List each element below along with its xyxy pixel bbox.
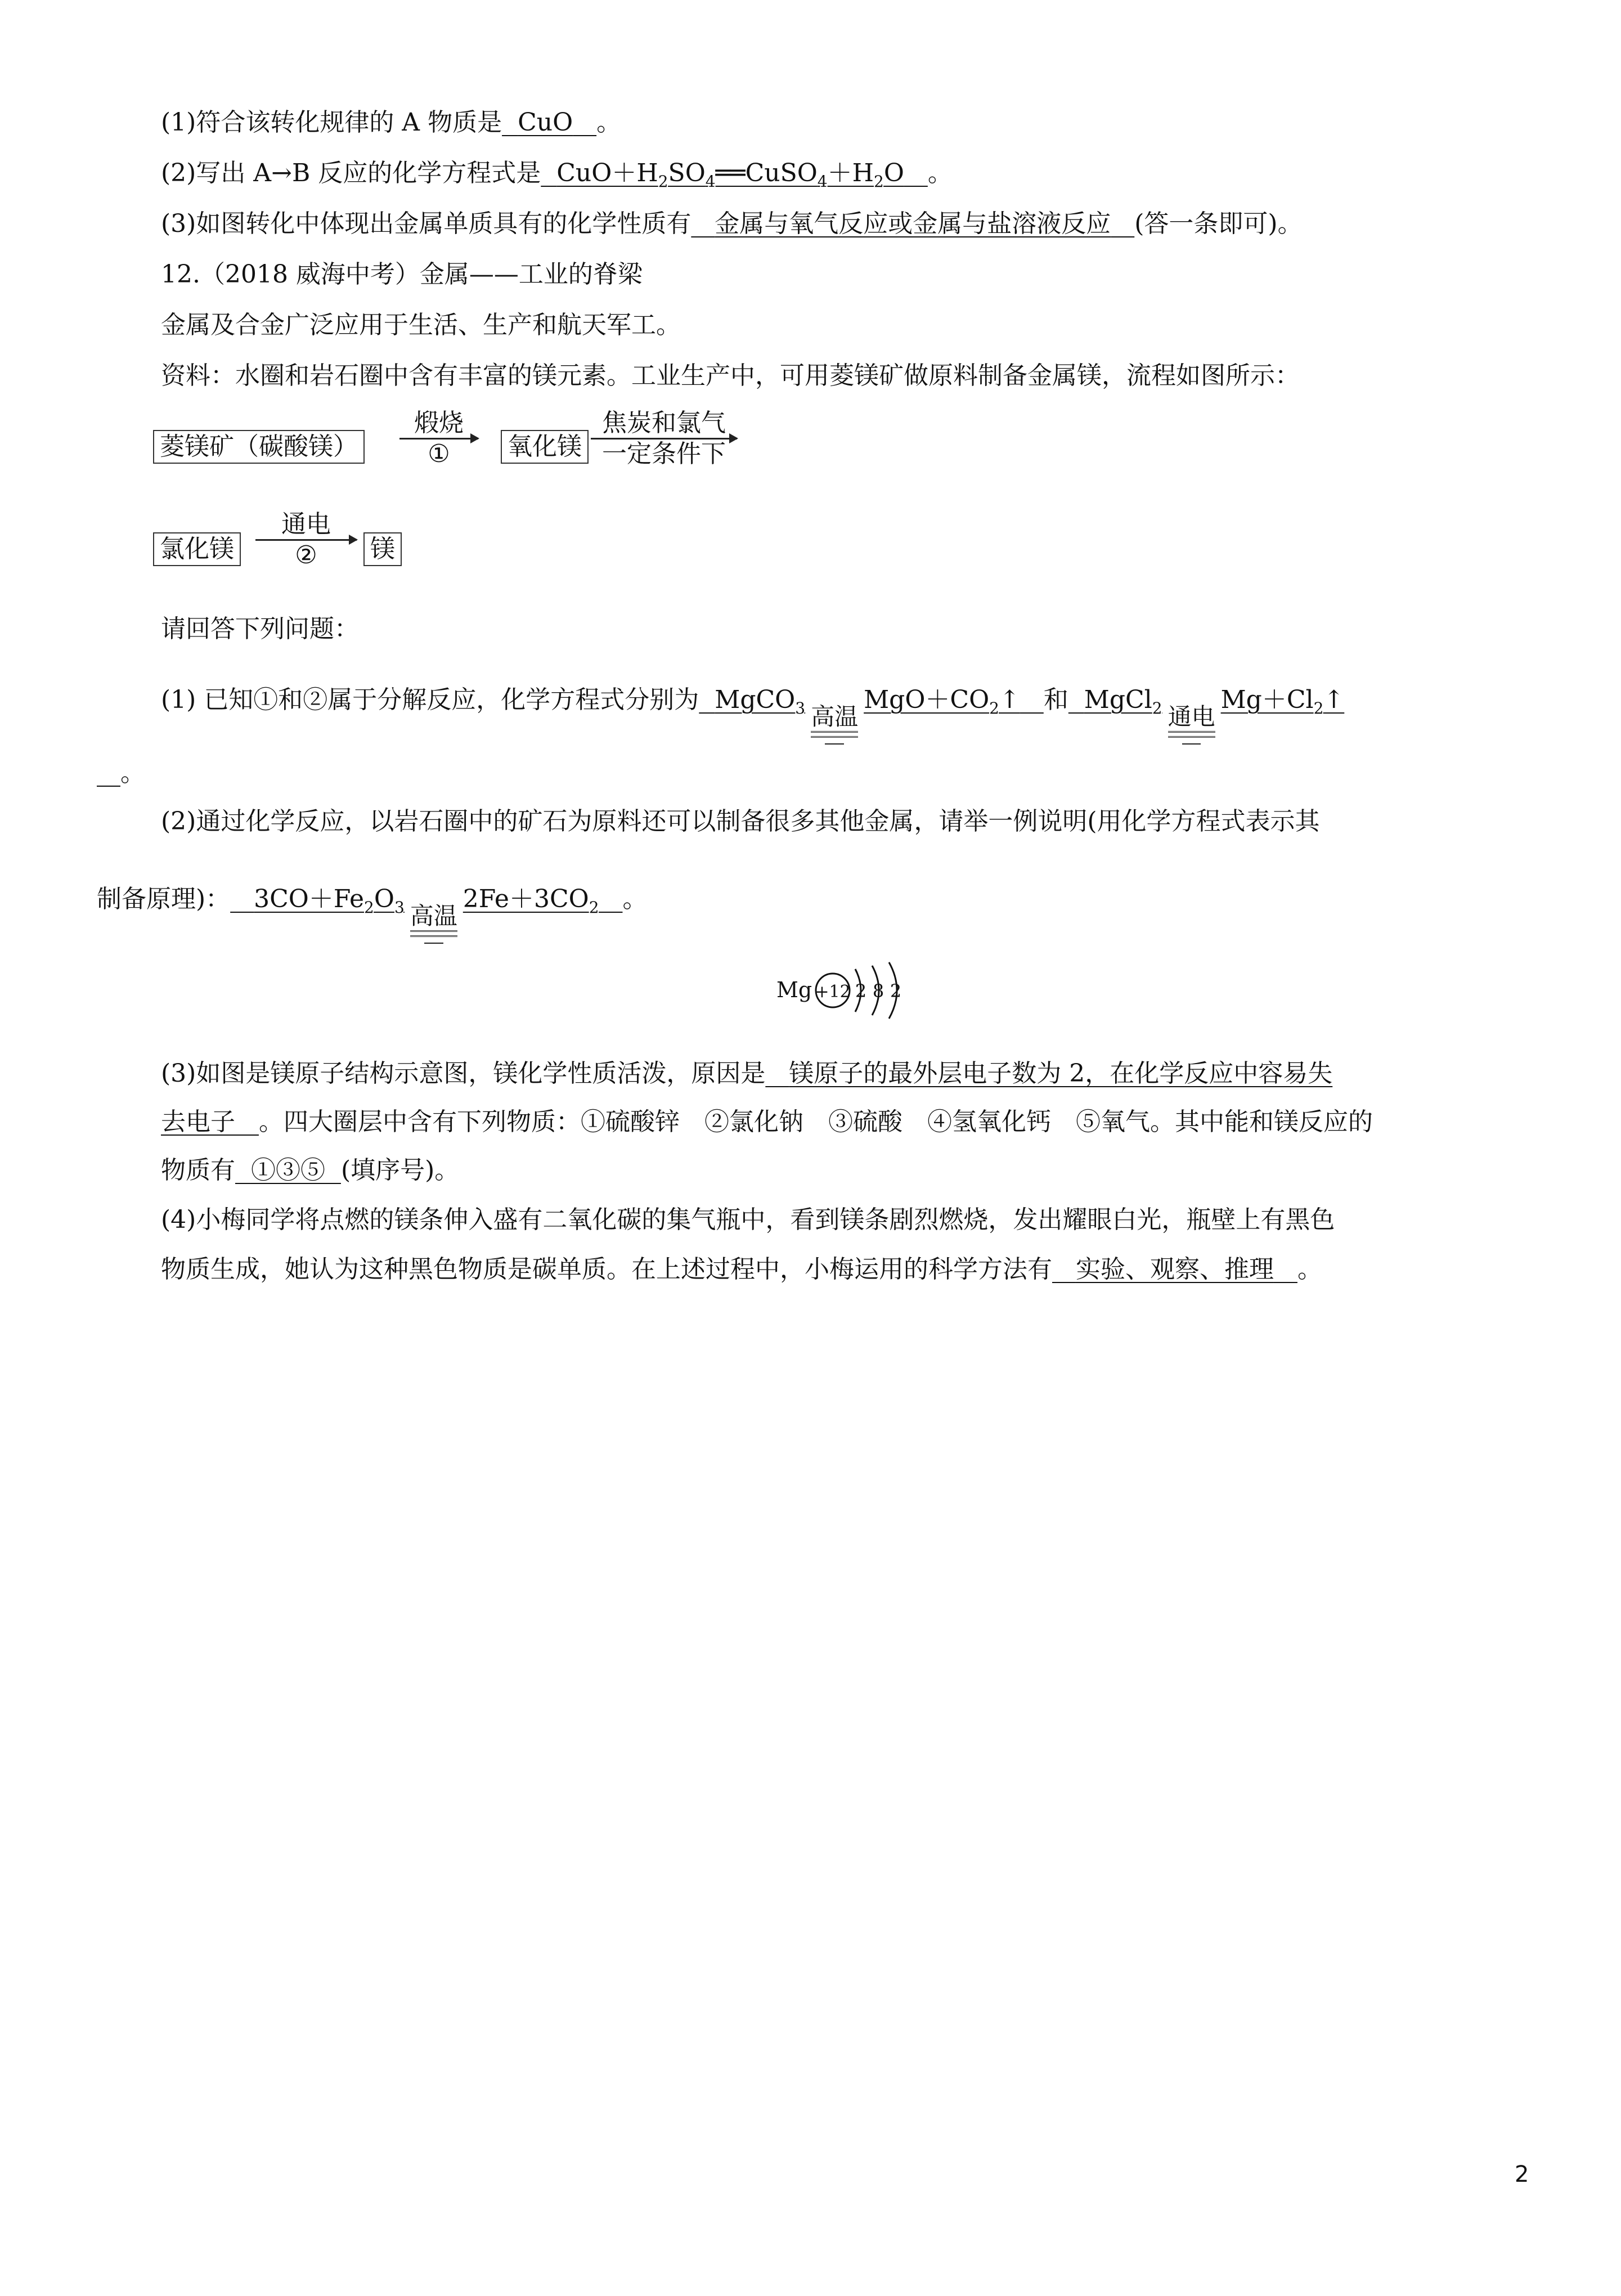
flow1-arrow2-top: 焦炭和氯气 bbox=[602, 409, 726, 437]
arrow-icon bbox=[399, 438, 478, 440]
q12-p4-answer: 实验、观察、推理 bbox=[1075, 1255, 1274, 1284]
q11-line-1 bbox=[161, 110, 621, 135]
q12-p4-line1: (4)小梅同学将点燃的镁条伸入盛有二氧化碳的集气瓶中，看到镁条剧烈燃烧，发出耀眼白光，瓶壁上有黑色 bbox=[161, 1205, 1335, 1234]
q11-p1-answer: CuO bbox=[518, 108, 573, 137]
q11-p2-answer: $CuO+H_2SO_4══CuSO_4+H_2O$ bbox=[556, 159, 904, 191]
flow2-arrow-top: 通电 bbox=[281, 510, 331, 539]
flow1-box-magnesite: 菱镁矿（碳酸镁） bbox=[153, 430, 365, 464]
flow2-arrow-bot: ② bbox=[295, 541, 317, 569]
flow1-arrow-calcine bbox=[399, 411, 478, 467]
eq-condition: 高温 bbox=[811, 705, 858, 745]
q12-p1-eq1: MgCO$_3$ 高温 $MgO+CO_2↑$ bbox=[699, 685, 1044, 714]
q11-p3-text: (3)如图转化中体现出金属单质具有的化学性质有 bbox=[161, 209, 691, 238]
q12-p1-eq2: MgCl$_2$ 通电 $Mg+Cl_2↑$ bbox=[1068, 685, 1344, 714]
arrow-icon bbox=[255, 539, 357, 541]
q12-p1-and: 和 bbox=[1043, 685, 1068, 714]
q12-p2-line2: 制备原理)： $3CO+Fe_2O_3$ 高温 $2Fe+3CO_2$ 。 bbox=[97, 887, 647, 944]
page-number: 2 bbox=[1515, 2162, 1529, 2187]
shell-2-electrons: 8 bbox=[872, 980, 884, 1002]
q11-line-3 bbox=[161, 209, 1303, 238]
q12-p3-line1: (3)如图是镁原子结构示意图，镁化学性质活泼，原因是 镁原子的最外层电子数为 2，在化学反应中容易失 bbox=[161, 1059, 1333, 1088]
q12-p2-line1: (2)通过化学反应，以岩石圈中的矿石为原料还可以制备很多其他金属，请举一例说明(用化学方程式表示其 bbox=[161, 807, 1320, 836]
q12-p3-answer3: ①③⑤ bbox=[250, 1156, 325, 1185]
q12-prompt: 请回答下列问题： bbox=[161, 615, 359, 643]
flow1-arrow1-top: 煅烧 bbox=[414, 409, 464, 437]
eq-condition: 通电 bbox=[1168, 705, 1215, 745]
mg-atom-diagram bbox=[776, 957, 911, 1024]
flow1-arrow1-bot: ① bbox=[428, 440, 450, 468]
q11-p1-text: (1)符合该转化规律的 A 物质是 bbox=[161, 108, 502, 137]
flow1-arrow-chlorinate bbox=[591, 411, 737, 467]
punct: (答一条即可)。 bbox=[1134, 209, 1303, 238]
q12-p1-line bbox=[161, 685, 1345, 745]
q12-p4-line2: 物质生成，她认为这种黑色物质是碳单质。在上述过程中，小梅运用的科学方法有 实验、观察、推理 。 bbox=[161, 1255, 1322, 1284]
atom-symbol: Mg bbox=[776, 977, 812, 1002]
q12-heading: 12.（2018 威海中考）金属——工业的脊梁 bbox=[161, 260, 643, 289]
q12-p1-text: (1) 已知①和②属于分解反应，化学方程式分别为 bbox=[161, 685, 699, 714]
atom-structure-svg bbox=[776, 957, 911, 1024]
q12-p3-answer2: 去电子 bbox=[161, 1107, 235, 1136]
shell-1-electrons: 2 bbox=[855, 980, 867, 1002]
flow1-arrow2-bot: 一定条件下 bbox=[602, 440, 726, 468]
flow2-arrow-electrolysis bbox=[255, 512, 357, 568]
punct: 。 bbox=[927, 159, 953, 187]
q12-p3-answer1: 镁原子的最外层电子数为 2，在化学反应中容易失 bbox=[789, 1059, 1333, 1088]
q12-intro: 金属及合金广泛应用于生活、生产和航天军工。 bbox=[161, 311, 681, 339]
punct: 。 bbox=[596, 108, 622, 137]
atom-nucleus: +12 bbox=[815, 982, 851, 1002]
q12-p3-line3: 物质有 ①③⑤ (填序号)。 bbox=[161, 1156, 460, 1185]
eq-condition: 高温 bbox=[410, 904, 457, 944]
q11-p3-answer: 金属与氧气反应或金属与盐溶液反应 bbox=[715, 209, 1111, 238]
q11-line-2 bbox=[161, 161, 953, 190]
q11-p2-text: (2)写出 A→B 反应的化学方程式是 bbox=[161, 159, 541, 187]
flow2-box-mg: 镁 bbox=[363, 532, 402, 566]
flow2-box-mgcl2: 氯化镁 bbox=[153, 532, 241, 566]
q12-p3-line2: 去电子 。四大圈层中含有下列物质：①硫酸锌 ②氯化钠 ③硫酸 ④氢氧化钙 ⑤氧气。其中能和镁反应的 bbox=[161, 1107, 1373, 1136]
arrow-icon bbox=[591, 438, 737, 440]
q12-p1-end: 。 bbox=[120, 759, 145, 787]
flow1-box-mgo: 氧化镁 bbox=[501, 430, 589, 464]
q12-p2-equation: $3CO+Fe_2O_3$ 高温 $2Fe+3CO_2$ bbox=[230, 885, 622, 913]
q12-material: 资料：水圈和岩石圈中含有丰富的镁元素。工业生产中，可用菱镁矿做原料制备金属镁，流程如图所示： bbox=[161, 361, 1300, 390]
shell-3-electrons: 2 bbox=[890, 980, 902, 1002]
